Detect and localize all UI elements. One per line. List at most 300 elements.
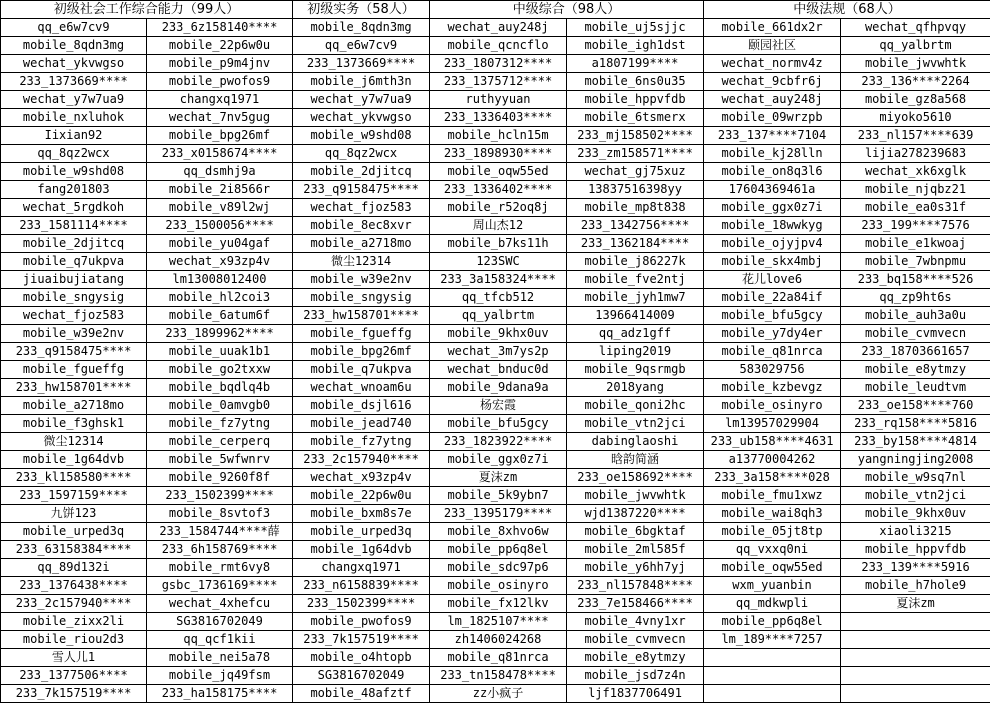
table-cell: mobile_w9sq7nl <box>841 469 990 487</box>
table-cell: mobile_bfu5gcy <box>704 307 841 325</box>
table-cell: mobile_jwvwhtk <box>841 55 990 73</box>
table-cell: mobile_osinyro <box>430 577 567 595</box>
table-cell: mobile_cvmvecn <box>841 325 990 343</box>
table-cell: wjd1387220**** <box>567 505 704 523</box>
table-cell: wechat_x93zp4v <box>293 469 430 487</box>
table-cell: wechat_auy248j <box>430 19 567 37</box>
table-cell: mobile_fgueffg <box>1 361 147 379</box>
table-cell: 微尘12314 <box>1 433 147 451</box>
table-cell: mobile_osinyro <box>704 397 841 415</box>
table-cell: mobile_a2718mo <box>293 235 430 253</box>
table-cell: 233_3a158****028 <box>704 469 841 487</box>
table-cell: mobile_w9shd08 <box>293 127 430 145</box>
table-cell: wechat_fjoz583 <box>1 307 147 325</box>
table-cell: mobile_0amvgb0 <box>147 397 293 415</box>
table-row <box>1 127 990 145</box>
table-cell: mobile_mp8t838 <box>567 199 704 217</box>
header-primary-comprehensive: 初级社会工作综合能力（99人） <box>1 1 293 19</box>
table-row <box>1 217 990 235</box>
table-cell: 233_137****7104 <box>704 127 841 145</box>
table-cell: 花儿love6 <box>704 271 841 289</box>
table-cell: mobile_9qsrmgb <box>567 361 704 379</box>
table-cell: 杨宏霞 <box>430 397 567 415</box>
table-cell: qq_qcf1kii <box>147 631 293 649</box>
table-cell: 233_1395179**** <box>430 505 567 523</box>
table-cell: yangningjing2008 <box>841 451 990 469</box>
table-cell: mobile_sdc97p6 <box>430 559 567 577</box>
table-cell: wechat_x93zp4v <box>147 253 293 271</box>
table-cell: mobile_r52oq8j <box>430 199 567 217</box>
table-cell: wechat_y7w7ua9 <box>293 91 430 109</box>
table-cell: mobile_skx4mbj <box>704 253 841 271</box>
table-cell <box>841 685 990 703</box>
table-cell: mobile_q81nrca <box>430 649 567 667</box>
table-cell: wechat_ykvwgso <box>293 109 430 127</box>
table-cell: wechat_bnduc0d <box>430 361 567 379</box>
table-cell: mobile_vtn2jci <box>567 415 704 433</box>
table-cell: mobile_zixx2li <box>1 613 147 631</box>
table-cell: mobile_uuak1b1 <box>147 343 293 361</box>
table-cell: 233_kl158580**** <box>1 469 147 487</box>
table-cell: 233_rq158****5816 <box>841 415 990 433</box>
table-cell: mobile_e8ytmzy <box>567 649 704 667</box>
table-cell: mobile_9dana9a <box>430 379 567 397</box>
table-row <box>1 433 990 451</box>
table-cell: mobile_9khx0uv <box>841 505 990 523</box>
table-cell: miyoko5610 <box>841 109 990 127</box>
table-cell: mobile_pwofos9 <box>293 613 430 631</box>
table-cell: 颐园社区 <box>704 37 841 55</box>
table-cell: qq_dsmhj9a <box>147 163 293 181</box>
table-cell: mobile_18wwkyg <box>704 217 841 235</box>
table-cell: 晗韵简涵 <box>567 451 704 469</box>
table-cell: lijia278239683 <box>841 145 990 163</box>
table-cell: 233_zm158571**** <box>567 145 704 163</box>
table-cell: mobile_auh3a0u <box>841 307 990 325</box>
table-cell: 233_n6158839**** <box>293 577 430 595</box>
table-row <box>1 379 990 397</box>
table-cell: 夏沫zm <box>841 595 990 613</box>
table-cell: mobile_urped3q <box>293 523 430 541</box>
table-cell: mobile_bpg26mf <box>293 343 430 361</box>
table-cell: 583029756 <box>704 361 841 379</box>
table-cell: 233_1336402**** <box>430 181 567 199</box>
table-cell <box>704 667 841 685</box>
table-cell <box>841 649 990 667</box>
table-cell: mobile_sngysig <box>293 289 430 307</box>
table-cell: 233_1502399**** <box>147 487 293 505</box>
table-cell: mobile_2ml585f <box>567 541 704 559</box>
table-cell: 233_139****5916 <box>841 559 990 577</box>
table-cell: mobile_leudtvm <box>841 379 990 397</box>
table-cell: 233_1581114**** <box>1 217 147 235</box>
table-cell: qq_vxxq0ni <box>704 541 841 559</box>
table-cell: mobile_bxm8s7e <box>293 505 430 523</box>
table-cell: mobile_6ns0u35 <box>567 73 704 91</box>
table-cell: wechat_wnoam6u <box>293 379 430 397</box>
table-cell: mobile_pp6q8el <box>430 541 567 559</box>
header-row <box>1 1 990 19</box>
table-cell: mobile_22p6w0u <box>293 487 430 505</box>
table-cell: qq_8qz2wcx <box>293 145 430 163</box>
table-cell: ruthyyuan <box>430 91 567 109</box>
table-cell: 233_1823922**** <box>430 433 567 451</box>
table-cell: mobile_8ec8xvr <box>293 217 430 235</box>
table-cell: 233_tn158478**** <box>430 667 567 685</box>
table-cell: 123SWC <box>430 253 567 271</box>
table-cell: mobile_go2txxw <box>147 361 293 379</box>
table-row <box>1 181 990 199</box>
table-row <box>1 235 990 253</box>
table-cell: 233_1584744****薛 <box>147 523 293 541</box>
table-cell: mobile_jead740 <box>293 415 430 433</box>
table-cell: mobile_f3ghsk1 <box>1 415 147 433</box>
table-cell: wechat_5rgdkoh <box>1 199 147 217</box>
table-cell: 233_7k157519**** <box>293 631 430 649</box>
table-cell: mobile_q81nrca <box>704 343 841 361</box>
table-cell: 13966414009 <box>567 307 704 325</box>
header-intermediate-comprehensive: 中级综合（98人） <box>430 1 704 19</box>
table-row <box>1 505 990 523</box>
table-cell: zz小疯子 <box>430 685 567 703</box>
table-cell: wechat_4xhefcu <box>147 595 293 613</box>
table-cell: 233_oe158****760 <box>841 397 990 415</box>
table-row <box>1 163 990 181</box>
table-cell: mobile_8qdn3mg <box>293 19 430 37</box>
table-cell: 233_2c157940**** <box>1 595 147 613</box>
table-cell: wechat_auy248j <box>704 91 841 109</box>
table-row <box>1 541 990 559</box>
table-cell: changxq1971 <box>147 91 293 109</box>
table-cell: mobile_h7hole9 <box>841 577 990 595</box>
table-cell: mobile_bfu5gcy <box>430 415 567 433</box>
table-cell <box>841 631 990 649</box>
table-row <box>1 307 990 325</box>
table-row <box>1 577 990 595</box>
table-cell: mobile_bqdlq4b <box>147 379 293 397</box>
table-row <box>1 523 990 541</box>
table-cell: mobile_fgueffg <box>293 325 430 343</box>
table-row <box>1 325 990 343</box>
table-cell: mobile_2djitcq <box>293 163 430 181</box>
table-cell: 233_q9158475**** <box>1 343 147 361</box>
table-row <box>1 397 990 415</box>
table-cell: mobile_22a84if <box>704 289 841 307</box>
table-row <box>1 451 990 469</box>
table-cell: wechat_7nv5gug <box>147 109 293 127</box>
table-cell: mobile_w39e2nv <box>1 325 147 343</box>
table-cell: mobile_qcncflo <box>430 37 567 55</box>
table-cell: xiaoli3215 <box>841 523 990 541</box>
table-cell: mobile_a2718mo <box>1 397 147 415</box>
table-cell: 233_136****2264 <box>841 73 990 91</box>
table-cell: mobile_q7ukpva <box>1 253 147 271</box>
table-cell: mobile_oqw55ed <box>430 163 567 181</box>
table-cell: mobile_hppvfdb <box>841 541 990 559</box>
table-row <box>1 559 990 577</box>
table-cell: mobile_cvmvecn <box>567 631 704 649</box>
table-cell: wechat_qfhpvqy <box>841 19 990 37</box>
table-cell: mobile_jwvwhtk <box>567 487 704 505</box>
table-cell: fang201803 <box>1 181 147 199</box>
table-cell: 233_7e158466**** <box>567 595 704 613</box>
table-cell: 233_63158384**** <box>1 541 147 559</box>
table-cell: 233_18703661657 <box>841 343 990 361</box>
table-cell: mobile_1g64dvb <box>293 541 430 559</box>
table-cell: mobile_e8ytmzy <box>841 361 990 379</box>
table-cell: mobile_6tsmerx <box>567 109 704 127</box>
table-cell: mobile_ggx0z7i <box>704 199 841 217</box>
table-row <box>1 145 990 163</box>
table-cell: mobile_05jt8tp <box>704 523 841 541</box>
table-cell: qq_adz1gff <box>567 325 704 343</box>
table-cell: 233_hw158701**** <box>293 307 430 325</box>
table-cell: mobile_nei5a78 <box>147 649 293 667</box>
table-cell: mobile_fz7ytng <box>293 433 430 451</box>
table-cell: dabinglaoshi <box>567 433 704 451</box>
table-cell: mobile_w39e2nv <box>293 271 430 289</box>
table-cell: 233_6h158769**** <box>147 541 293 559</box>
table-cell: mobile_pp6q8el <box>704 613 841 631</box>
table-cell: mobile_661dx2r <box>704 19 841 37</box>
table-cell: 233_hw158701**** <box>1 379 147 397</box>
table-cell: mobile_kzbevgz <box>704 379 841 397</box>
table-cell: mobile_jq49fsm <box>147 667 293 685</box>
table-cell: qq_mdkwpli <box>704 595 841 613</box>
table-cell: mobile_y6hh7yj <box>567 559 704 577</box>
table-cell: mobile_fmu1xwz <box>704 487 841 505</box>
table-cell: mobile_8xhvo6w <box>430 523 567 541</box>
table-cell: 13837516398yy <box>567 181 704 199</box>
table-cell: mobile_ojyjpv4 <box>704 235 841 253</box>
table-cell: mobile_hppvfdb <box>567 91 704 109</box>
table-row <box>1 19 990 37</box>
table-cell: mobile_vtn2jci <box>841 487 990 505</box>
table-cell: mobile_9khx0uv <box>430 325 567 343</box>
table-cell: mobile_1g64dvb <box>1 451 147 469</box>
table-cell: mobile_p9m4jnv <box>147 55 293 73</box>
table-cell: 233_6z158140**** <box>147 19 293 37</box>
table-cell: mobile_2i8566r <box>147 181 293 199</box>
table-cell: mobile_riou2d3 <box>1 631 147 649</box>
table-cell: 233_1500056**** <box>147 217 293 235</box>
table-cell: zh1406024268 <box>430 631 567 649</box>
table-cell: 233_by158****4814 <box>841 433 990 451</box>
table-cell: mobile_48afztf <box>293 685 430 703</box>
table-cell: mobile_wai8qh3 <box>704 505 841 523</box>
table-cell: 233_ha158175**** <box>147 685 293 703</box>
table-cell: 233_1377506**** <box>1 667 147 685</box>
table-cell: qq_tfcb512 <box>430 289 567 307</box>
table-cell: changxq1971 <box>293 559 430 577</box>
table-cell: 233_q9158475**** <box>293 181 430 199</box>
table-row <box>1 109 990 127</box>
table-cell: mobile_ea0s31f <box>841 199 990 217</box>
table-row <box>1 289 990 307</box>
table-cell: 233_mj158502**** <box>567 127 704 145</box>
table-cell: 233_1336403**** <box>430 109 567 127</box>
table-cell: 233_7k157519**** <box>1 685 147 703</box>
table-row <box>1 613 990 631</box>
table-row <box>1 253 990 271</box>
table-cell: mobile_hl2coi3 <box>147 289 293 307</box>
table-cell: jiuaibujiatang <box>1 271 147 289</box>
table-cell: mobile_j86227k <box>567 253 704 271</box>
table-cell <box>704 685 841 703</box>
table-cell: 233_1342756**** <box>567 217 704 235</box>
table-cell: mobile_4vny1xr <box>567 613 704 631</box>
table-cell: mobile_dsjl616 <box>293 397 430 415</box>
table-cell: mobile_fz7ytng <box>147 415 293 433</box>
table-cell: mobile_cerperq <box>147 433 293 451</box>
table-cell: qq_zp9ht6s <box>841 289 990 307</box>
table-row <box>1 199 990 217</box>
table-cell: Iixian92 <box>1 127 147 145</box>
table-row <box>1 595 990 613</box>
table-cell: liping2019 <box>567 343 704 361</box>
table-cell: qq_yalbrtm <box>430 307 567 325</box>
table-cell: gsbc_1736169**** <box>147 577 293 595</box>
table-cell: mobile_22p6w0u <box>147 37 293 55</box>
table-cell: mobile_hcln15m <box>430 127 567 145</box>
table-cell: mobile_igh1dst <box>567 37 704 55</box>
table-cell: 233_x0158674**** <box>147 145 293 163</box>
table-cell: wechat_y7w7ua9 <box>1 91 147 109</box>
table-cell: qq_8qz2wcx <box>1 145 147 163</box>
table-cell: 233_1373669**** <box>293 55 430 73</box>
table-cell: mobile_oqw55ed <box>704 559 841 577</box>
table-cell: lm_1825107**** <box>430 613 567 631</box>
table-cell: lm13957029904 <box>704 415 841 433</box>
table-cell: mobile_w9shd08 <box>1 163 147 181</box>
table-cell: mobile_rmt6vy8 <box>147 559 293 577</box>
table-cell: mobile_urped3q <box>1 523 147 541</box>
table-cell: 233_1362184**** <box>567 235 704 253</box>
table-cell: a13770004262 <box>704 451 841 469</box>
table-cell: wechat_3m7ys2p <box>430 343 567 361</box>
table-cell: 233_bq158****526 <box>841 271 990 289</box>
table-cell: ljf1837706491 <box>567 685 704 703</box>
table-cell: mobile_njqbz21 <box>841 181 990 199</box>
table-cell: mobile_8svtof3 <box>147 505 293 523</box>
table-cell: mobile_fve2ntj <box>567 271 704 289</box>
table-cell: 233_1502399**** <box>293 595 430 613</box>
table-cell: 周山杰12 <box>430 217 567 235</box>
table-cell: mobile_kj28lln <box>704 145 841 163</box>
table-cell: SG3816702049 <box>147 613 293 631</box>
table-row <box>1 55 990 73</box>
table-cell: wechat_9cbfr6j <box>704 73 841 91</box>
table-cell: 微尘12314 <box>293 253 430 271</box>
table-cell: 夏沫zm <box>430 469 567 487</box>
table-cell: 233_1375712**** <box>430 73 567 91</box>
table-cell: lm_189****7257 <box>704 631 841 649</box>
table-cell: 233_1899962**** <box>147 325 293 343</box>
table-cell: 233_3a158324**** <box>430 271 567 289</box>
table-cell: mobile_o4htopb <box>293 649 430 667</box>
table-cell: mobile_uj5sjjc <box>567 19 704 37</box>
table-cell: a1807199**** <box>567 55 704 73</box>
table-row <box>1 73 990 91</box>
table-cell: 九饼123 <box>1 505 147 523</box>
table-row <box>1 271 990 289</box>
table-cell: mobile_e1kwoaj <box>841 235 990 253</box>
table-cell: wxm_yuanbin <box>704 577 841 595</box>
table-cell: qq_e6w7cv9 <box>1 19 147 37</box>
table-cell: mobile_gz8a568 <box>841 91 990 109</box>
table-cell: SG3816702049 <box>293 667 430 685</box>
table-cell: wechat_ykvwgso <box>1 55 147 73</box>
table-cell: mobile_sngysig <box>1 289 147 307</box>
table-cell: mobile_5k9ybn7 <box>430 487 567 505</box>
table-cell: 233_oe158692**** <box>567 469 704 487</box>
table-cell: mobile_8qdn3mg <box>1 37 147 55</box>
table-row <box>1 91 990 109</box>
table-cell: mobile_ggx0z7i <box>430 451 567 469</box>
table-cell: 233_1373669**** <box>1 73 147 91</box>
table-cell: mobile_nxluhok <box>1 109 147 127</box>
table-cell: 233_1376438**** <box>1 577 147 595</box>
table-cell: 2018yang <box>567 379 704 397</box>
table-cell: 233_nl157****639 <box>841 127 990 145</box>
table-cell: wechat_xk6xglk <box>841 163 990 181</box>
table-cell: mobile_y7dy4er <box>704 325 841 343</box>
table-cell <box>841 613 990 631</box>
header-primary-practice: 初级实务（58人） <box>293 1 430 19</box>
table-cell: mobile_7wbnpmu <box>841 253 990 271</box>
table-row <box>1 415 990 433</box>
table-cell: mobile_09wrzpb <box>704 109 841 127</box>
table-cell: mobile_6bgktaf <box>567 523 704 541</box>
table-cell <box>704 649 841 667</box>
table-cell: mobile_on8q3l6 <box>704 163 841 181</box>
table-cell <box>841 667 990 685</box>
table-cell: 雪人儿1 <box>1 649 147 667</box>
table-cell: mobile_5wfwnrv <box>147 451 293 469</box>
table-cell: mobile_6atum6f <box>147 307 293 325</box>
table-cell: qq_89d132i <box>1 559 147 577</box>
table-cell: mobile_fx12lkv <box>430 595 567 613</box>
table-cell: wechat_fjoz583 <box>293 199 430 217</box>
table-cell: mobile_b7ks11h <box>430 235 567 253</box>
table-cell: mobile_v89l2wj <box>147 199 293 217</box>
table-row <box>1 361 990 379</box>
table-cell: mobile_pwofos9 <box>147 73 293 91</box>
table-cell: 233_1597159**** <box>1 487 147 505</box>
table-cell: mobile_yu04gaf <box>147 235 293 253</box>
table-cell: 17604369461a <box>704 181 841 199</box>
table-row <box>1 631 990 649</box>
table-row <box>1 685 990 703</box>
table-cell: 233_1807312**** <box>430 55 567 73</box>
table-cell: wechat_gj75xuz <box>567 163 704 181</box>
table-cell: mobile_qoni2hc <box>567 397 704 415</box>
table-cell: 233_199****7576 <box>841 217 990 235</box>
table-cell: qq_yalbrtm <box>841 37 990 55</box>
table-cell: 233_2c157940**** <box>293 451 430 469</box>
table-row <box>1 649 990 667</box>
table-cell: wechat_normv4z <box>704 55 841 73</box>
table-cell: 233_ub158****4631 <box>704 433 841 451</box>
table-cell: mobile_jyh1mw7 <box>567 289 704 307</box>
table-row <box>1 487 990 505</box>
header-intermediate-regulations: 中级法规（68人） <box>704 1 990 19</box>
table-row <box>1 469 990 487</box>
table-cell: mobile_j6mth3n <box>293 73 430 91</box>
table-cell: qq_e6w7cv9 <box>293 37 430 55</box>
table-cell: mobile_2djitcq <box>1 235 147 253</box>
table-cell: 233_1898930**** <box>430 145 567 163</box>
